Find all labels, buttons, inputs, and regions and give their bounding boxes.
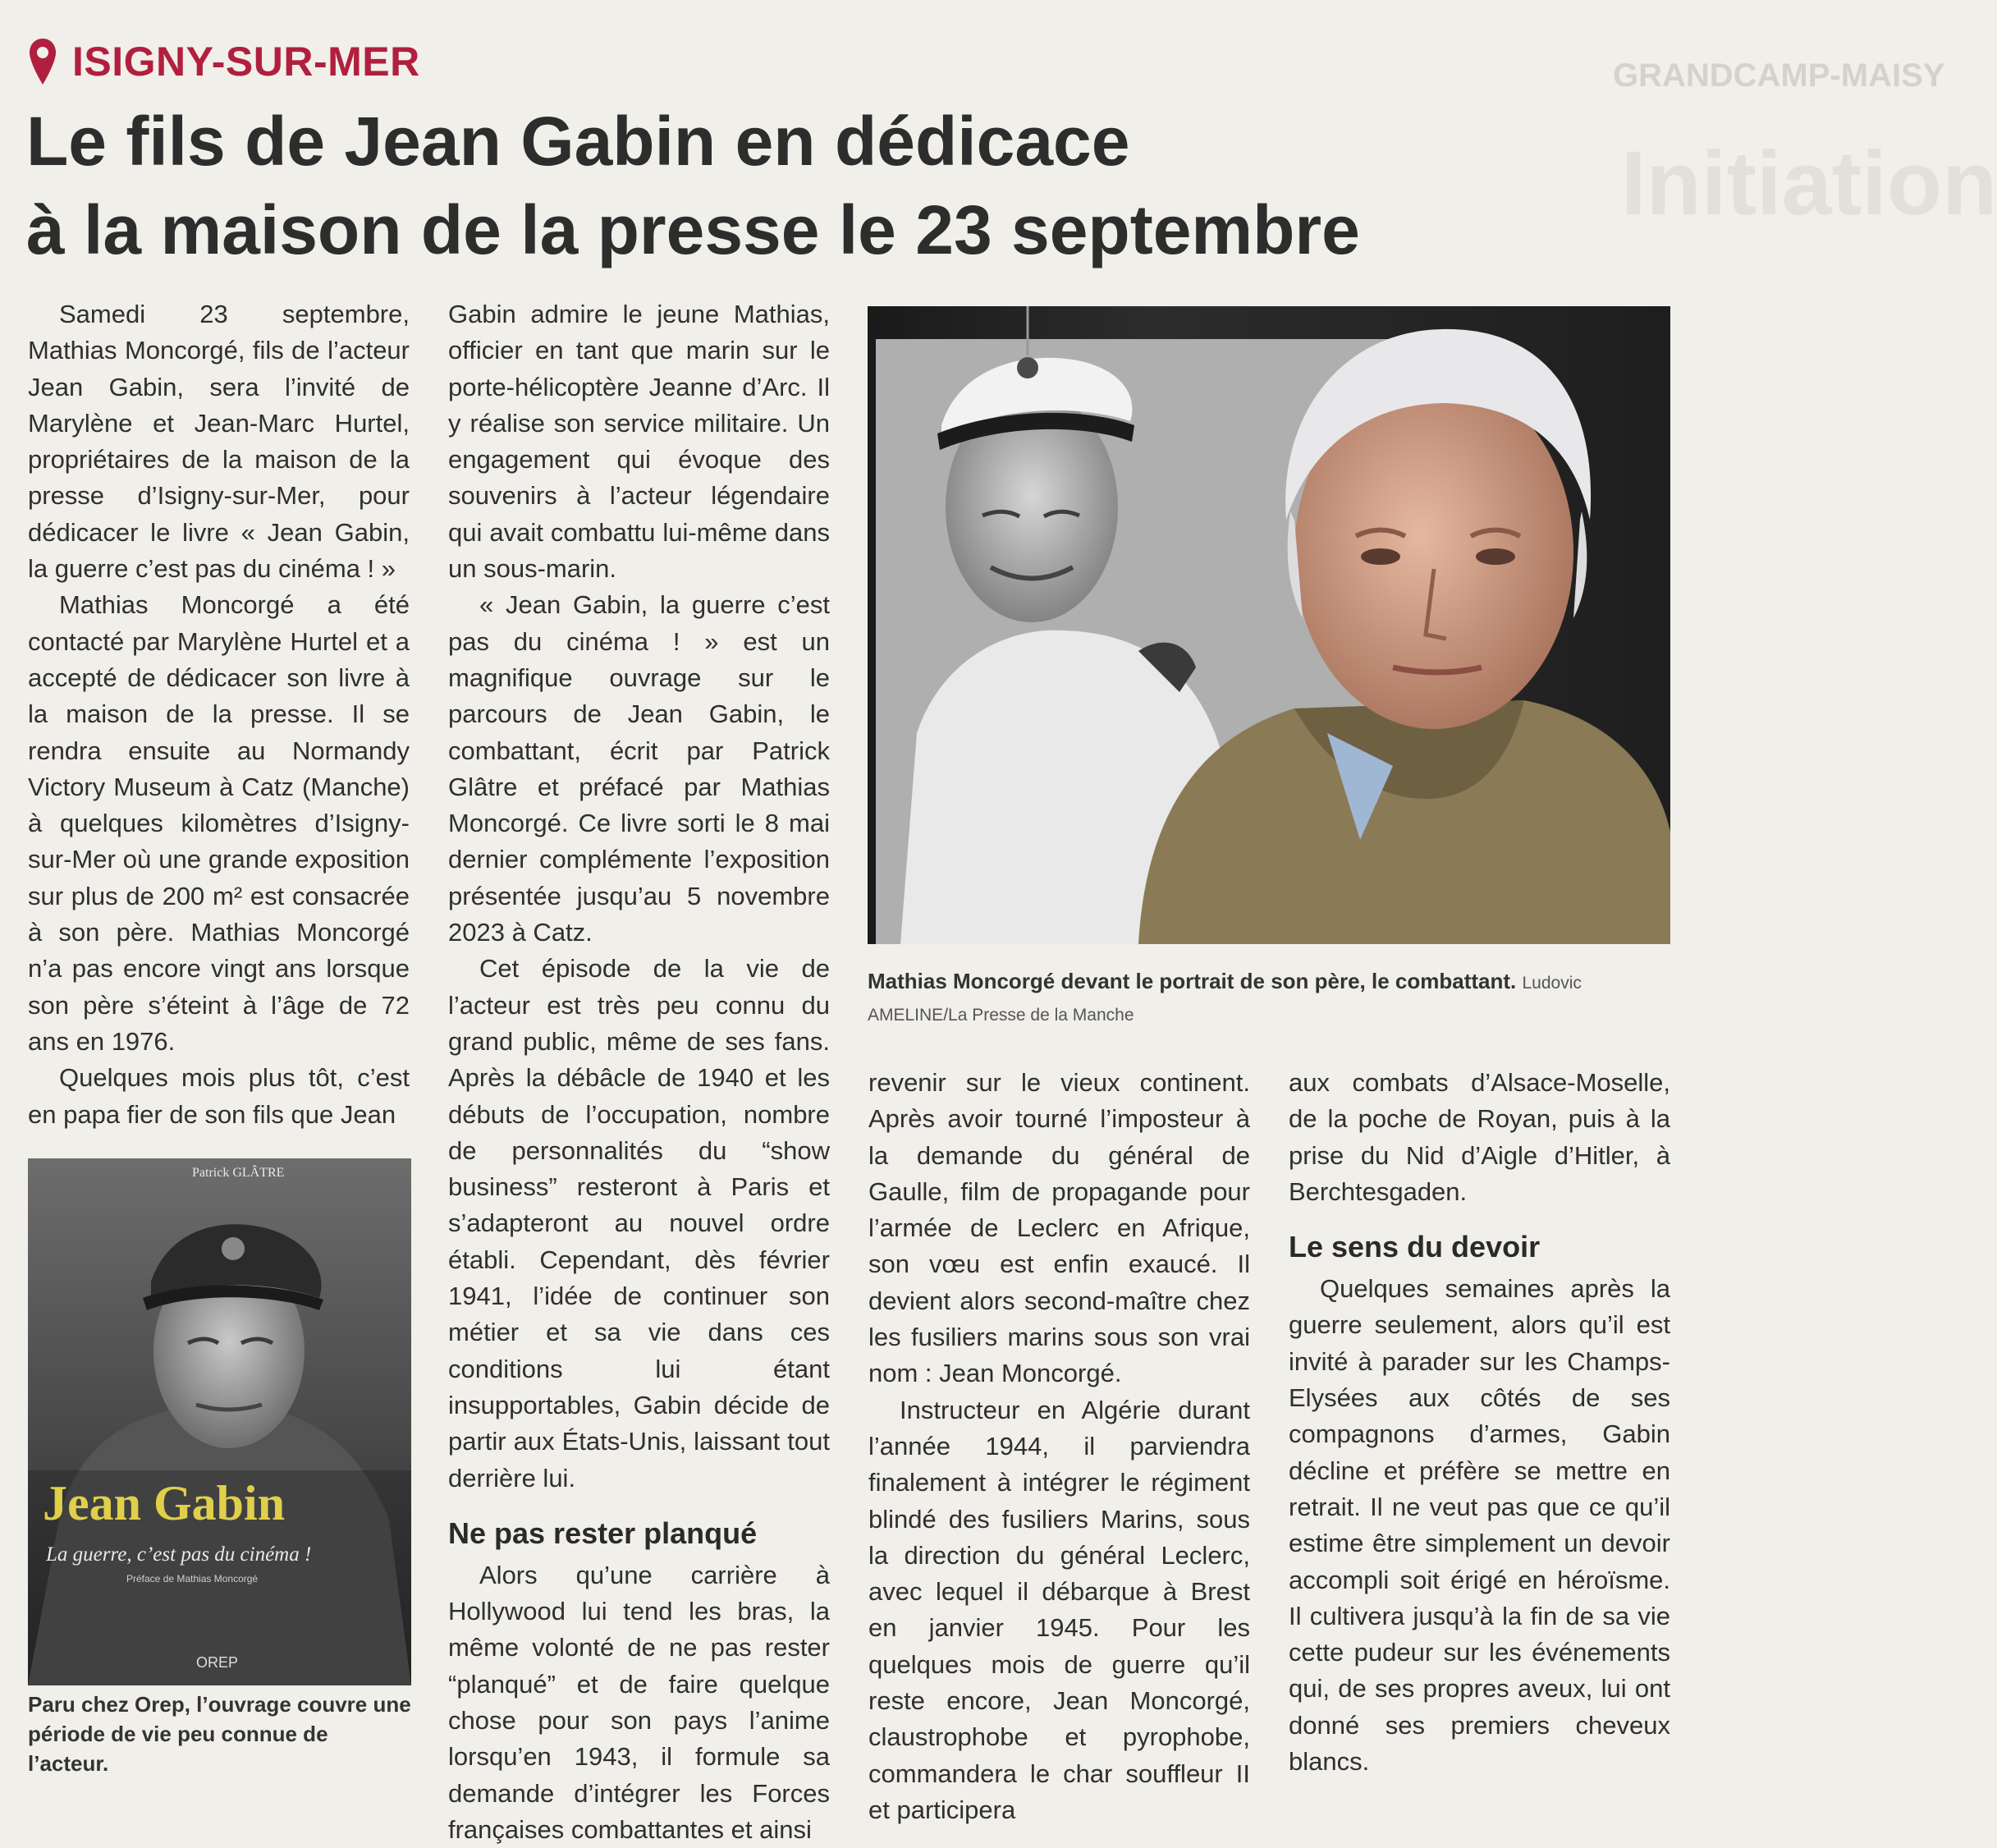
book-publisher: OREP — [196, 1654, 239, 1671]
adjacent-title: Initiation — [1621, 133, 1997, 234]
photo-credit: Ludovic AMELINE/La Presse de la Manche — [868, 974, 1582, 1025]
book-title: Jean Gabin — [43, 1476, 286, 1530]
book-cover-illustration — [28, 1158, 411, 1685]
main-photo — [868, 306, 1670, 944]
paragraph: Cet épisode de la vie de l’acteur est très peu connu du grand public, même de ses fans. Après la débâcle de 1940 et les débuts de l’occupation, nombre de personnalités du “show business” resteront à Paris et s’adapteront au nouvel ordre établi. Cependant, dès février 1941, l’idée de continuer son métier et sa vie dans ces conditions lui étant insupportables, Gabin décide de partir aux États-Unis, laissant tout derrière lui. — [448, 954, 830, 1493]
article-column-3 — [868, 1065, 1250, 1828]
paragraph: Alors qu’une carrière à Hollywood lui tend les bras, la même volonté de ne pas rester “planqué” et de faire quelque chose pour son pays l’anime lorsqu’en 1943, il formule sa demande d’intégrer les Forces françaises combattantes et ainsi — [448, 1560, 830, 1844]
book-subtitle: La guerre, c’est pas du cinéma ! — [46, 1543, 312, 1566]
portrait-photo-illustration — [868, 306, 1670, 944]
paragraph: Quelques mois plus tôt, c’est en papa fier de son fils que Jean — [28, 1063, 410, 1129]
paragraph: Gabin admire le jeune Mathias, officier en tant que marin sur le porte-hélicoptère Jeanne d’Arc. Il y réalise son service militaire. Un engagement qui évoque des souvenirs à l’acteur légendaire qui avait combattu lui-même dans un sous-marin. — [448, 300, 830, 584]
subheading: Le sens du devoir — [1289, 1230, 1541, 1264]
photo-caption — [868, 966, 1670, 1030]
adjacent-article-fragment — [1613, 41, 1997, 304]
location-name: ISIGNY-SUR-MER — [72, 39, 420, 85]
subheading: Ne pas rester planqué — [448, 1516, 758, 1550]
paragraph: revenir sur le vieux continent. Après avoir tourné l’imposteur à la demande du général de Gaulle, film de propagande pour l’armée de Leclerc en Afrique, son vœu est enfin exaucé. Il devient alors second-maître chez les fusiliers marins sous son vrai nom : Jean Moncorgé. — [868, 1068, 1250, 1388]
location-kicker — [28, 33, 420, 90]
book-author: Patrick GLÂTRE — [192, 1166, 285, 1180]
paragraph: Samedi 23 septembre, Mathias Moncorgé, fils de l’acteur Jean Gabin, sera l’invité de Marylène et Jean-Marc Hurtel, propriétaires de la maison de la presse d’Isigny-sur-Mer, pour dédicacer le livre « Jean Gabin, la guerre c’est pas du cinéma ! » — [28, 300, 410, 584]
headline-line-1: Le fils de Jean Gabin en dédicace — [26, 103, 1130, 180]
paragraph: Instructeur en Algérie durant l’année 1944, il parviendra finalement à intégrer le régiment blindé des fusiliers Marins, sous la direction du général Leclerc, avec lequel il débarque à Brest en janvier 1945. Pour les quelques mois de guerre qu’il reste encore, Jean Moncorgé, claustrophobe et pyrophobe, commandera le char souffleur II et participera — [868, 1395, 1250, 1824]
book-caption: Paru chez Orep, l’ouvrage couvre une période de vie peu connue de l’acteur. — [28, 1692, 411, 1776]
book-preface: Préface de Mathias Moncorgé — [126, 1573, 259, 1584]
headline-line-2: à la maison de la presse le 23 septembre — [26, 191, 1360, 268]
article-column-2 — [448, 296, 830, 1848]
map-pin-icon — [28, 37, 57, 86]
article-column-1 — [28, 296, 410, 1133]
paragraph: « Jean Gabin, la guerre c’est pas du cinéma ! » est un magnifique ouvrage sur le parcours de Jean Gabin, le combattant, écrit par Patrick Glâtre et préfacé par Mathias Moncorgé. Ce livre sorti le 8 mai dernier complémente l’exposition présentée jusqu’au 5 novembre 2023 à Catz. — [448, 590, 830, 947]
paragraph: Mathias Moncorgé a été contacté par Marylène Hurtel et a accepté de dédicacer son livre à la maison de la presse. Il se rendra ensuite au Normandy Victory Museum à Catz (Manche) à quelques kilomètres d’Isigny-sur-Mer où une grande exposition sur plus de 200 m² est consacrée à son père. Mathias Moncorgé n’a pas encore vingt ans lorsque son père s’éteint à l’âge de 72 ans en 1976. — [28, 590, 410, 1056]
paragraph: Quelques semaines après la guerre seulement, alors qu’il est invité à parader sur les Champs-Elysées aux côtés de ses compagnons d’armes, Gabin décline et préfère se mettre en retrait. Il ne veut pas que ce qu’il estime être simplement un devoir accompli soit érigé en héroïsme. Il cultivera jusqu’à la fin de sa vie cette pudeur sur les événements qui, de ses propres aveux, lui ont donné ses premiers cheveux blancs. — [1289, 1274, 1670, 1777]
article-column-4 — [1289, 1065, 1670, 1780]
book-cover-image — [28, 1158, 411, 1685]
photo-caption-text: Mathias Moncorgé devant le portrait de son père, le combattant. — [868, 969, 1517, 993]
adjacent-location: GRANDCAMP-MAISY — [1613, 57, 1945, 94]
headline — [26, 97, 1586, 274]
paragraph: aux combats d’Alsace-Moselle, de la poche de Royan, puis à la prise du Nid d’Aigle d’Hitler, à Berchtesgaden. — [1289, 1068, 1670, 1206]
